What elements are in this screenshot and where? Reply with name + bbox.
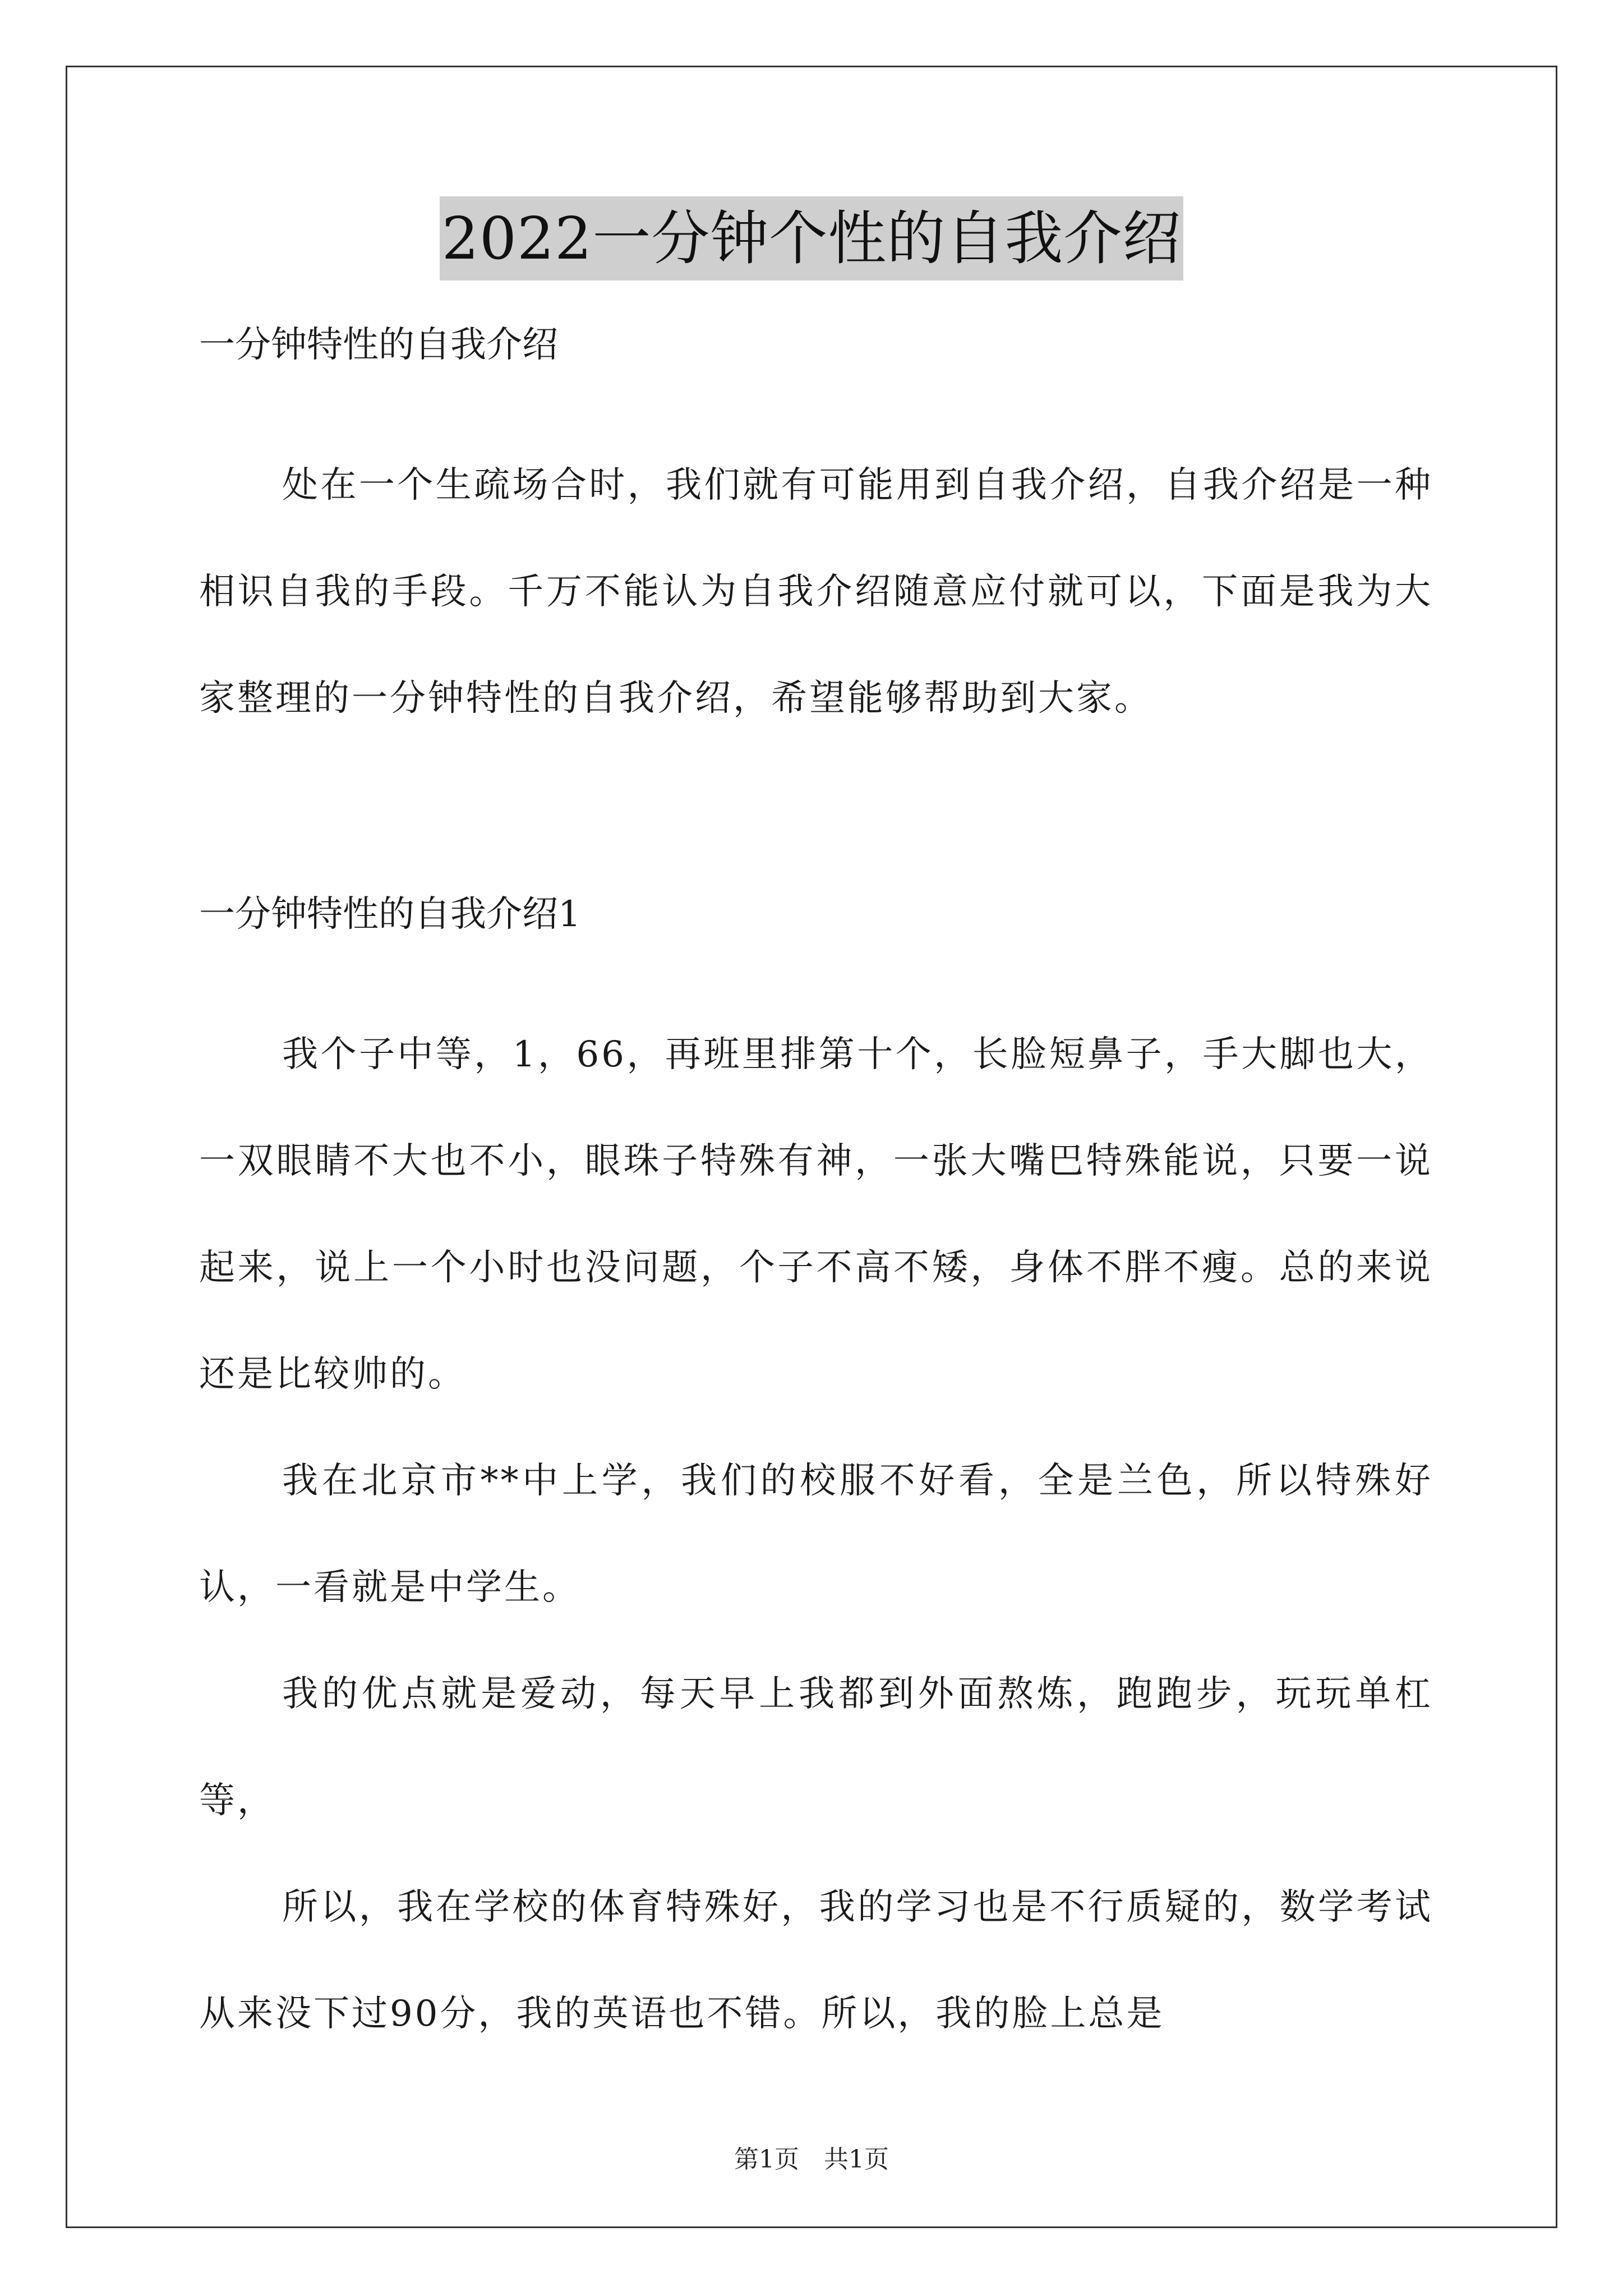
title-container [0,196,1623,280]
section-heading: 一分钟特性的自我介绍1 [199,894,581,935]
document-subtitle: 一分钟特性的自我介绍 [199,324,558,366]
intro-paragraph: 处在一个生疏场合时，我们就有可能用到自我介绍，自我介绍是一种相识自我的手段。千万不能认为自我介绍随意应付就可以，下面是我为大家整理的一分钟特性的自我介绍，希望能够帮助到大家。 [199,464,1433,719]
document-title: 2022一分钟个性的自我介绍 [440,196,1184,280]
body-paragraph-3: 我的优点就是爱动，每天早上我都到外面熬炼，跑跑步，玩玩单杠等， [199,1673,1433,1821]
body-paragraph-4: 所以，我在学校的体育特殊好，我的学习也是不行质疑的，数学考试从来没下过90分，我的英语也不错。所以，我的脸上总是 [199,1887,1433,2035]
page-number-footer: 第1页 共1页 [734,2145,889,2174]
document-body [199,314,1433,2067]
body-paragraph-1: 我个子中等，1，66，再班里排第十个，长脸短鼻子，手大脚也大，一双眼睛不大也不小，眼珠子特殊有神，一张大嘴巴特殊能说，只要一说起来，说上一个小时也没问题，个子不高不矮，身体不胖不瘦。总的来说还是比较帅的。 [199,1034,1433,1395]
body-paragraph-2: 我在北京市**中上学，我们的校服不好看，全是兰色，所以特殊好认，一看就是中学生。 [199,1460,1433,1608]
